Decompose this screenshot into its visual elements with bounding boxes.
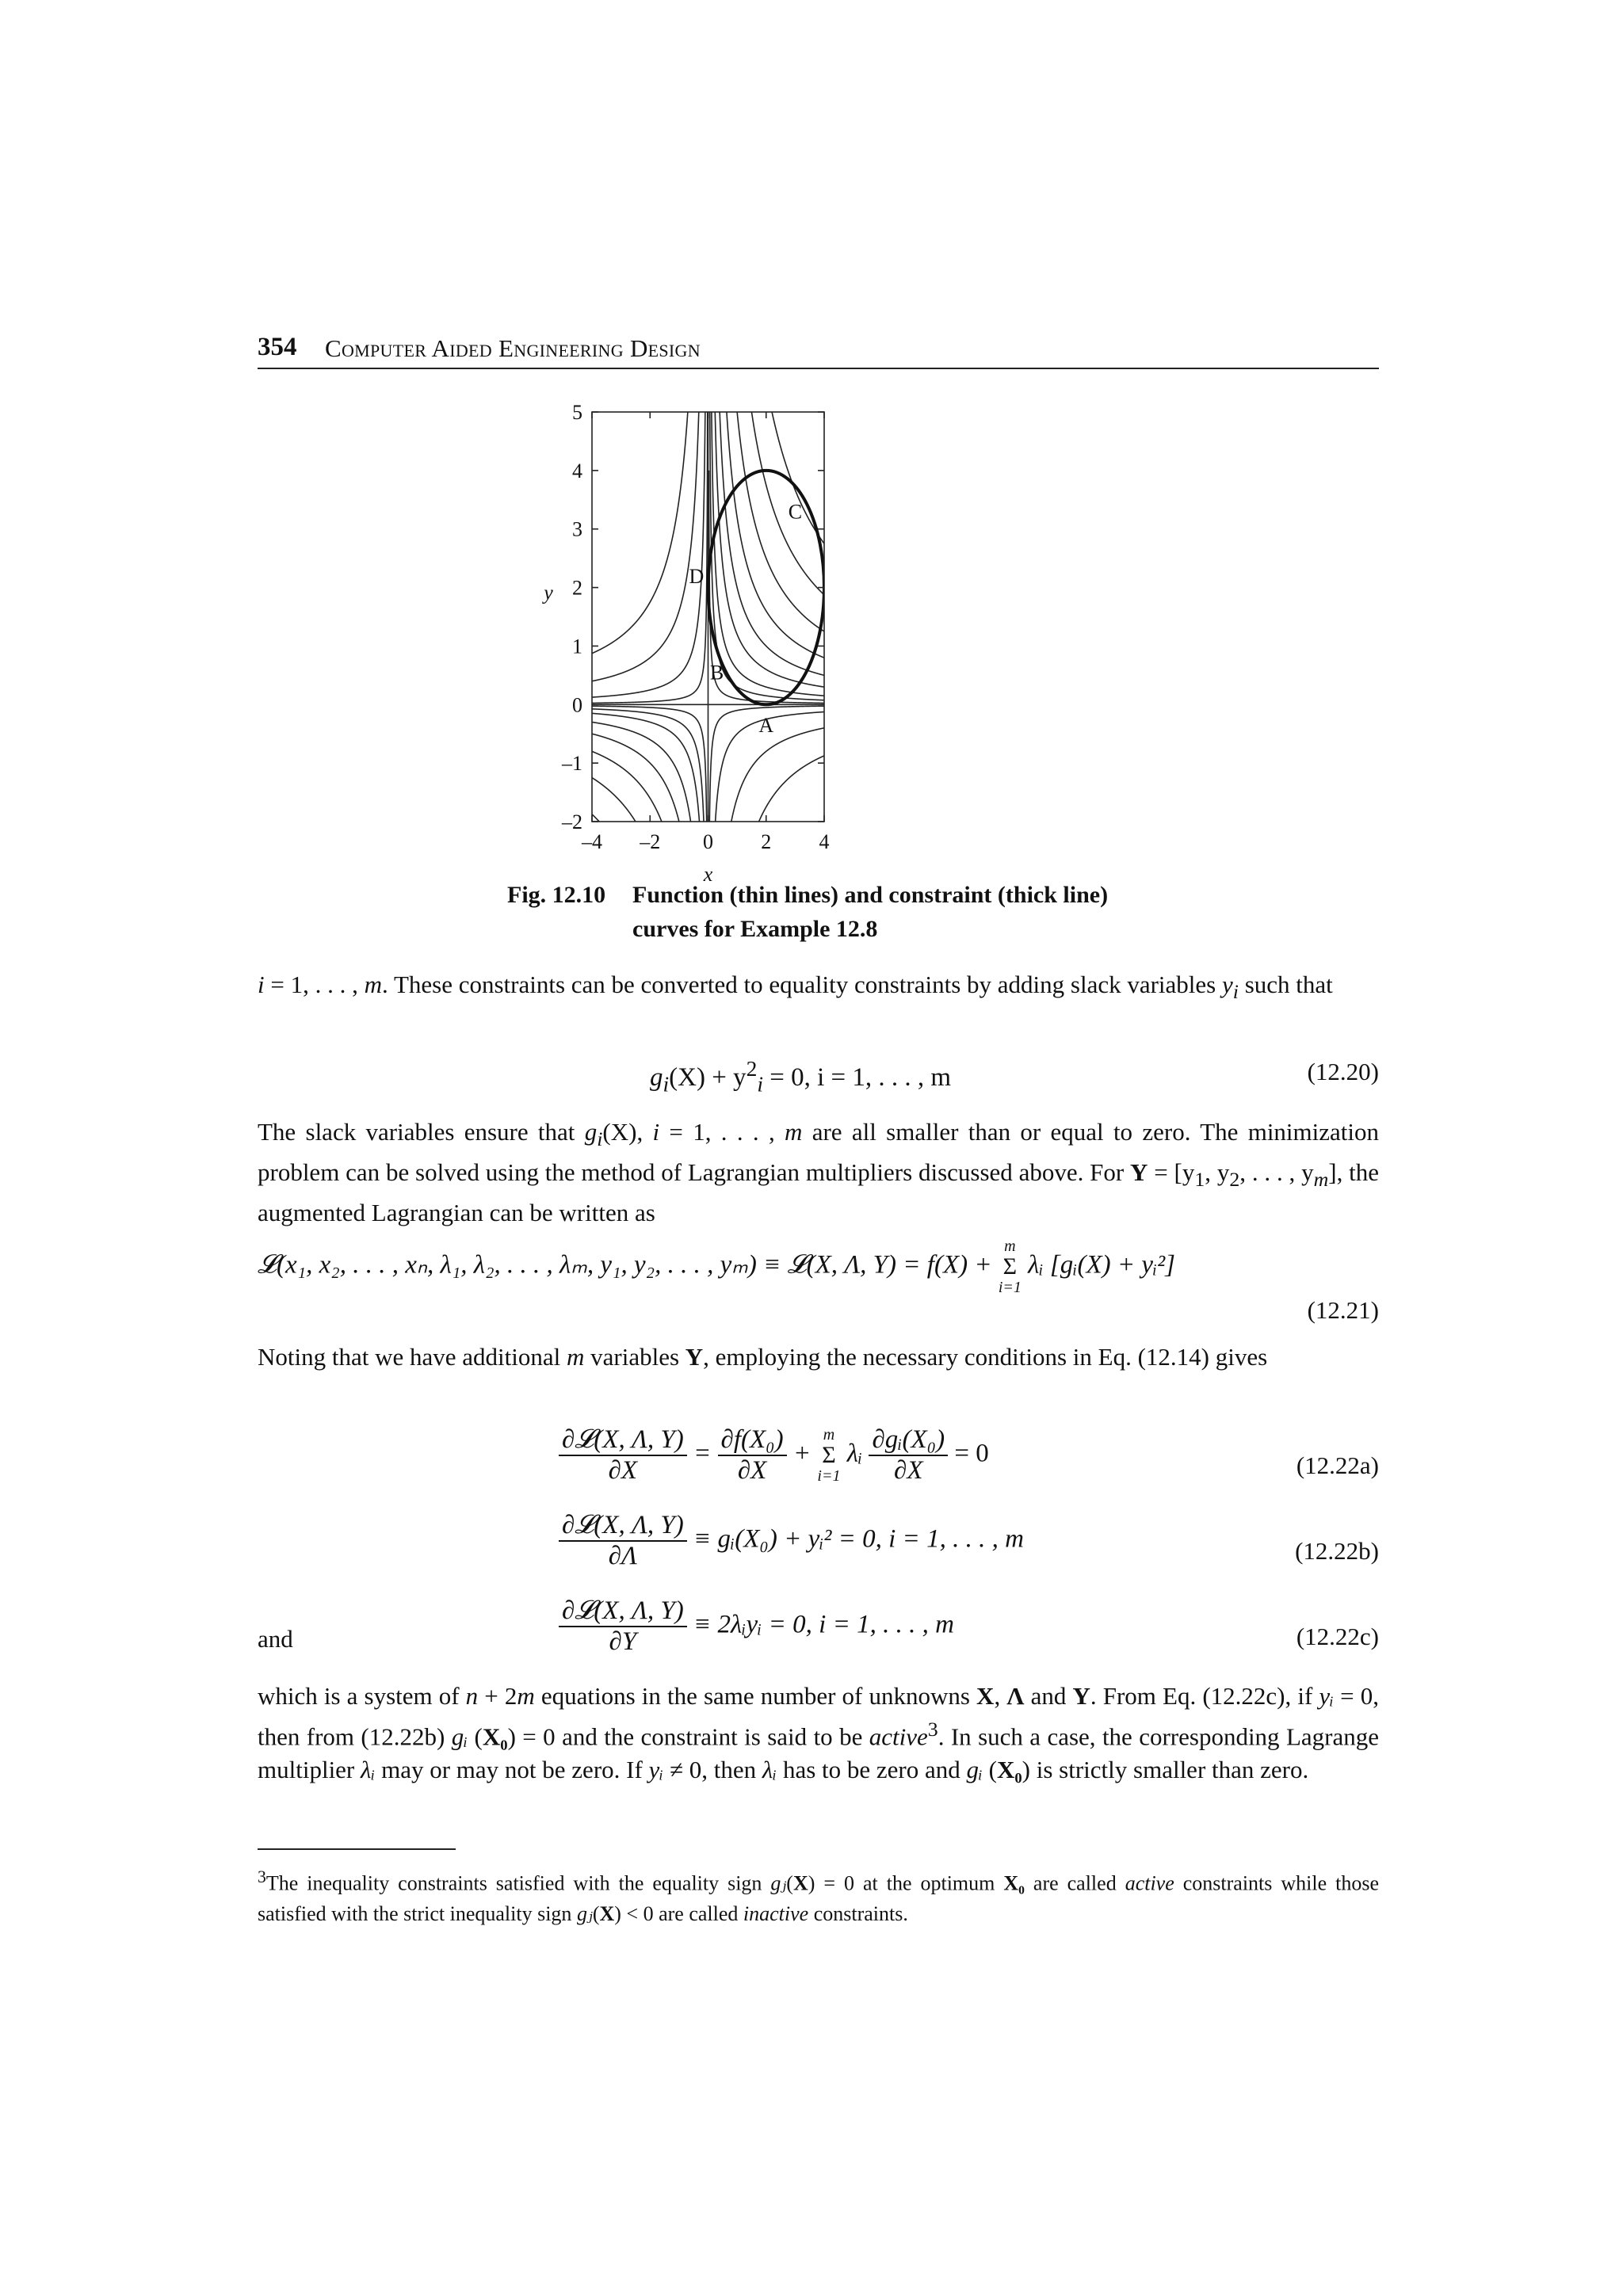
- text: + 2: [478, 1682, 517, 1710]
- text: (: [468, 1722, 483, 1751]
- point-label-d: D: [689, 564, 705, 588]
- fraction: [869, 1425, 948, 1486]
- denominator: ∂Y: [609, 1627, 637, 1656]
- text: , y: [1205, 1158, 1230, 1187]
- math-m: m: [785, 1118, 803, 1146]
- numerator: ∂𝓛(X, Λ, Y): [559, 1596, 687, 1627]
- numerator: ∂f(X₀): [718, 1425, 787, 1456]
- point-label-c: C: [788, 500, 803, 524]
- point-label-a: A: [758, 714, 774, 738]
- math-y: yᵢ: [1319, 1682, 1335, 1710]
- equation-number: (12.22a): [1296, 1451, 1379, 1479]
- text: ,: [994, 1682, 1007, 1710]
- text: such that: [1238, 971, 1333, 998]
- text: . These constraints can be converted to equality constraints by adding slack variables: [382, 971, 1222, 998]
- and-word: and: [258, 1625, 293, 1653]
- paragraph-2: [258, 1116, 1379, 1230]
- y-tick-label: 5: [572, 401, 582, 424]
- math-sub: m: [1313, 1168, 1329, 1192]
- contour-line: [724, 727, 830, 879]
- fraction: [559, 1425, 687, 1486]
- numerator: ∂gᵢ(X₀): [869, 1425, 948, 1456]
- term-inactive: inactive: [743, 1901, 809, 1925]
- contour-line: [586, 379, 706, 698]
- eq-rhs: ≡ gᵢ(X₀) + yᵢ² = 0, i = 1, . . . , m: [686, 1524, 1024, 1554]
- math-X0: X₀: [996, 1756, 1022, 1784]
- math-lambda: λᵢ: [361, 1756, 376, 1784]
- sum-top: m: [823, 1426, 835, 1444]
- equation-12-22b: [559, 1511, 1024, 1571]
- math-m: m: [566, 1343, 585, 1371]
- plus: +: [786, 1439, 818, 1468]
- contour-line: [586, 357, 691, 656]
- math-Y: Y: [1072, 1682, 1090, 1710]
- y-tick-label: –2: [562, 810, 582, 833]
- y-tick-label: 4: [572, 459, 582, 482]
- text: (: [786, 1871, 793, 1895]
- denominator: ∂X: [894, 1456, 923, 1485]
- contour-line: [708, 471, 830, 704]
- text: = 0, then from (12.22b): [258, 1682, 1379, 1751]
- eq-g: g: [650, 1063, 663, 1092]
- text: (: [592, 1901, 600, 1925]
- y-tick-label: 2: [572, 576, 582, 600]
- eq-lhs: 𝓛(x₁, x₂, . . . , xₙ, λ₁, λ₂, . . . , λₘ, y₁, y₂, . . . , yₘ) ≡ 𝓛(X, Λ, Y) = f(X) +: [258, 1250, 999, 1280]
- equals: =: [686, 1439, 718, 1468]
- equation-number: (12.22b): [1295, 1537, 1379, 1565]
- contour-line: [586, 713, 703, 880]
- text: , employing the necessary conditions in Eq. (12.14) gives: [703, 1343, 1268, 1371]
- footnote-rule: [258, 1848, 456, 1850]
- text: . In such a case, the corresponding Lagrange multiplier: [258, 1722, 1379, 1784]
- fraction: [718, 1425, 787, 1486]
- labels-layer: [541, 401, 829, 886]
- term-active: active: [1125, 1871, 1174, 1895]
- text: are called: [1024, 1871, 1125, 1895]
- numerator: ∂𝓛(X, Λ, Y): [559, 1511, 687, 1542]
- footnote: [258, 1862, 1379, 1929]
- numerator: ∂𝓛(X, Λ, Y): [559, 1425, 687, 1456]
- contour-line: [586, 858, 601, 880]
- equation-number: (12.20): [1307, 1058, 1379, 1085]
- equation-12-22c: [559, 1596, 954, 1657]
- math-X0: X₀: [482, 1722, 508, 1751]
- math-i: i: [652, 1118, 660, 1146]
- math-m: m: [517, 1682, 535, 1710]
- denominator: ∂X: [608, 1456, 638, 1485]
- denominator: ∂Λ: [608, 1542, 637, 1570]
- eq-sup: 2: [746, 1056, 758, 1081]
- equation-12-22a: [559, 1425, 989, 1486]
- math-X: X: [792, 1871, 808, 1895]
- contour-line: [711, 370, 830, 696]
- contour-line: [586, 721, 697, 879]
- math-g: gⱼ: [770, 1871, 787, 1895]
- contour-line: [586, 709, 705, 880]
- text: has to be zero and: [777, 1756, 967, 1784]
- x-tick-label: 2: [761, 830, 772, 853]
- x-axis-label: x: [703, 863, 713, 886]
- caption-line-1: Function (thin lines) and constraint (thick line): [632, 882, 1109, 908]
- text: are all smaller than or equal to zero. The minimization problem can be solved using the method of Lagrangian multipliers discussed above. For: [258, 1118, 1380, 1187]
- eq-term: (X) + y: [669, 1063, 747, 1092]
- contour-line: [732, 354, 830, 635]
- caption-label: Fig. 12.10: [507, 882, 606, 908]
- eq-rest: = 0, i = 1, . . . , m: [762, 1063, 952, 1092]
- text: constraints while those satisfied with the strict inequality sign: [258, 1871, 1379, 1925]
- eq-sub: i: [663, 1071, 670, 1097]
- text: = [y: [1148, 1158, 1195, 1187]
- contour-line: [586, 749, 678, 880]
- math-X: X: [599, 1901, 615, 1925]
- sum-sigma: Σ: [822, 1442, 836, 1468]
- paragraph-4: [258, 1680, 1379, 1787]
- text: Noting that we have additional: [258, 1343, 567, 1371]
- math-Y: Y: [685, 1343, 704, 1371]
- math-g: gᵢ: [966, 1756, 983, 1784]
- paragraph-1: [258, 968, 1379, 1009]
- contour-line: [586, 774, 660, 879]
- caption-line-2: curves for Example 12.8: [632, 916, 878, 942]
- math-i: i: [258, 971, 265, 998]
- contours-group: [586, 354, 830, 880]
- equation-12-21: [258, 1236, 1175, 1298]
- sum-bottom: i=1: [817, 1467, 841, 1485]
- math-g: gⱼ: [576, 1901, 593, 1925]
- running-header: [258, 333, 1379, 369]
- contour-line: [586, 732, 689, 879]
- math-sub: i: [597, 1127, 603, 1151]
- math-sub: 2: [1229, 1168, 1240, 1192]
- math-m: m: [364, 971, 382, 998]
- text: (X),: [602, 1118, 653, 1146]
- y-tick-label: 3: [572, 517, 582, 541]
- math-g: g: [584, 1118, 598, 1146]
- equation-number: (12.21): [1307, 1296, 1379, 1324]
- equation-number: (12.22c): [1296, 1623, 1379, 1650]
- text: variables: [584, 1343, 685, 1371]
- text: ) is strictly smaller than zero.: [1022, 1756, 1309, 1784]
- x-tick-label: –2: [640, 830, 661, 853]
- denominator: ∂X: [737, 1456, 767, 1485]
- equation-12-20: [650, 1056, 951, 1097]
- contour-line: [724, 355, 830, 660]
- contour-line: [586, 706, 707, 851]
- text: ) < 0 are called: [614, 1901, 743, 1925]
- contour-line: [743, 753, 831, 879]
- text: and: [1024, 1682, 1073, 1710]
- text: ) = 0 at the optimum: [808, 1871, 1004, 1895]
- text: , . . . , y: [1239, 1158, 1314, 1187]
- y-axis-label: y: [544, 581, 553, 605]
- math-X0: X₀: [1003, 1871, 1025, 1895]
- y-tick-label: 0: [572, 693, 582, 717]
- x-tick-label: 0: [703, 830, 713, 853]
- math-y: yᵢ: [648, 1756, 664, 1784]
- text: = 1, . . . ,: [659, 1118, 785, 1146]
- y-tick-label: 1: [572, 635, 582, 658]
- term-active: active: [869, 1722, 928, 1751]
- y-tick-label: –1: [562, 752, 582, 776]
- text: = 1, . . . ,: [264, 971, 365, 998]
- text: may or may not be zero. If: [375, 1756, 649, 1784]
- eq-end: = 0: [948, 1439, 989, 1468]
- text: ) = 0 and the constraint is said to be: [507, 1722, 869, 1751]
- text: equations in the same number of unknowns: [534, 1682, 977, 1710]
- math-g: gᵢ: [451, 1722, 468, 1751]
- sum-sigma: Σ: [1002, 1253, 1018, 1280]
- plot-layer: [586, 354, 830, 880]
- text: ], the augmented Lagrangian can be written as: [258, 1158, 1380, 1227]
- eq-rhs: ≡ 2λᵢyᵢ = 0, i = 1, . . . , m: [686, 1610, 954, 1639]
- text: constraints.: [808, 1901, 908, 1925]
- text: which is a system of: [258, 1682, 466, 1710]
- sum-top: m: [1004, 1238, 1016, 1255]
- eq-rhs: λᵢ [gᵢ(X) + yᵢ²]: [1021, 1250, 1176, 1280]
- math-sub-i: i: [1232, 980, 1239, 1004]
- math-Y: Y: [1130, 1158, 1148, 1187]
- contour-figure: [539, 396, 1094, 886]
- text: . From Eq. (12.22c), if: [1090, 1682, 1319, 1710]
- footnote-ref: 3: [927, 1718, 938, 1741]
- math-y: y: [1222, 971, 1233, 998]
- x-tick-label: 4: [819, 830, 830, 853]
- lambda: λᵢ: [840, 1439, 869, 1468]
- sum-bottom: i=1: [998, 1279, 1022, 1296]
- math-X: X: [976, 1682, 995, 1710]
- summation: [999, 1236, 1022, 1298]
- math-Lambda: Λ: [1006, 1682, 1025, 1710]
- running-title: Computer Aided Engineering Design: [325, 334, 701, 362]
- fraction: [559, 1511, 687, 1571]
- math-n: n: [465, 1682, 479, 1710]
- text: The inequality constraints satisfied with the equality sign: [265, 1871, 771, 1895]
- page-number: 354: [258, 333, 297, 361]
- point-label-b: B: [709, 661, 724, 685]
- text: The slack variables ensure that: [258, 1118, 585, 1146]
- math-sub: 1: [1194, 1168, 1205, 1192]
- math-lambda: λᵢ: [762, 1756, 777, 1784]
- text: (: [982, 1756, 997, 1784]
- contour-line: [586, 358, 701, 683]
- summation: [817, 1425, 840, 1486]
- footnote-mark: 3: [258, 1867, 266, 1886]
- figure-caption: [507, 878, 1220, 946]
- fraction: [559, 1596, 687, 1657]
- eq-sub: i: [757, 1071, 763, 1097]
- paragraph-3: [258, 1341, 1379, 1374]
- text: ≠ 0, then: [663, 1756, 762, 1784]
- x-tick-label: –4: [582, 830, 602, 853]
